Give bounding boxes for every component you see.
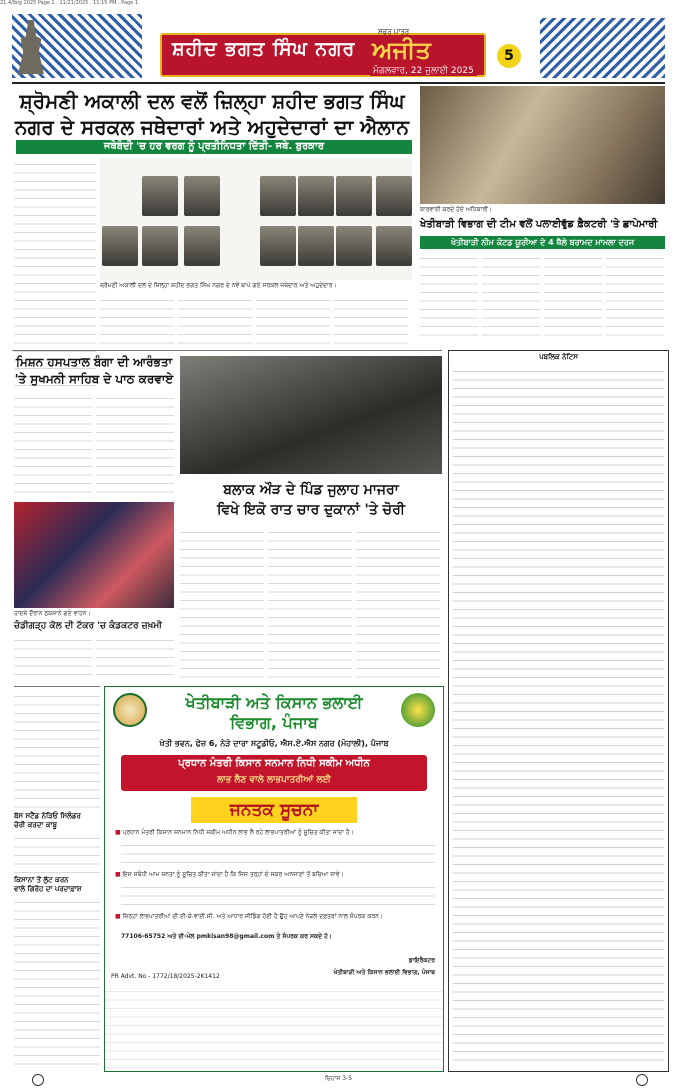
hospital-headline-line-2: 'ਤੇ ਸੁਖਮਨੀ ਸਾਹਿਬ ਦੇ ਪਾਠ ਕਰਵਾਏ — [14, 372, 174, 386]
ad-heading: ਜਨਤਕ ਸੂਚਨਾ — [191, 797, 357, 823]
portrait — [298, 226, 334, 266]
lead-headline — [12, 88, 412, 140]
footer-slug: ਚਿਹਾਸ 3-5 — [324, 1075, 353, 1082]
theft-headline-line-2: ਵਿਖੇ ਇਕੋ ਰਾਤ ਚਾਰ ਦੁਕਾਨਾਂ 'ਤੇ ਚੋਰੀ — [217, 502, 405, 518]
hospital-body — [14, 392, 174, 500]
portrait — [376, 226, 412, 266]
portrait — [184, 226, 220, 266]
lead-subdeck: ਜਥੇਬੰਦੀ 'ਚ ਹਰ ਵਰਗ ਨੂੰ ਪ੍ਰਤੀਨਿਧਤਾ ਦਿੱਤੀ- ਜਥੇ. ਬੁਰਕਾਰ — [16, 140, 412, 154]
lead-headline-line-2: ਨਗਰ ਦੇ ਸਰਕਲ ਜਥੇਦਾਰਾਂ ਅਤੇ ਅਹੁਦੇਦਾਰਾਂ ਦਾ ਐਲਾਨ — [14, 115, 410, 139]
masthead-title: ਸ਼ਹੀਦ ਭਗਤ ਸਿੰਘ ਨਗਰ — [172, 38, 356, 60]
left-brief-headline-a — [14, 812, 100, 830]
shop-theft-photo — [180, 356, 442, 474]
public-notice-body — [453, 365, 664, 1065]
factory-strip: ਖੇਤੀਬਾੜੀ ਨੀਮ ਕੋਟਡ ਯੂਰੀਆ ਦੇ 4 ਥੈਲੇ ਬਰਾਮਦ ਮਾਮਲਾ ਦਰਜ — [420, 236, 665, 249]
theft-body — [180, 526, 442, 682]
pm-kisan-logo-icon — [401, 693, 435, 727]
hospital-headline — [14, 354, 174, 388]
left-brief-headline-b — [14, 876, 100, 894]
left-brief-body-2 — [14, 832, 100, 874]
public-notice-title: ਪਬਲਿਕ ਨੋਟਿਸ — [539, 353, 578, 361]
ad-title-2: ਵਿਭਾਗ, ਪੰਜਾਬ — [230, 713, 318, 732]
portrait — [336, 176, 372, 216]
left-brief-body — [14, 690, 100, 810]
left-brief-body-3 — [14, 896, 100, 1068]
portrait — [184, 176, 220, 216]
left-brief-head-3: ਕਿਸਾਨਾਂ ਤੋਂ ਲੁੱਟ ਕਰਨ — [14, 876, 69, 884]
crash-photo — [14, 502, 174, 608]
factory-headline: ਖੇਤੀਬਾੜੀ ਵਿਭਾਗ ਦੀ ਟੀਮ ਵਲੋਂ ਪਲਾਈਵੁੱਡ ਫ਼ੈਕਟਰੀ 'ਤੇ ਛਾਪੇਮਾਰੀ — [420, 219, 658, 230]
theft-headline — [180, 480, 442, 520]
lead-headline-line-1: ਸ਼੍ਰੋਮਣੀ ਅਕਾਲੀ ਦਲ ਵਲੋਂ ਜ਼ਿਲ੍ਹਾ ਸ਼ਹੀਦ ਭਗਤ ਸਿੰਘ — [19, 89, 405, 113]
ad-contact: 77106-65752 ਅਤੇ ਈ-ਮੇਲ pmkisan98@gmail.com ਤੇ ਸੰਪਰਕ ਕਰ ਸਕਦੇ ਹੋ। — [121, 933, 332, 940]
factory-photo — [420, 86, 665, 204]
ad-banner — [121, 755, 427, 791]
ad-bullet-2-more — [121, 881, 435, 905]
crash-body — [14, 634, 174, 680]
lead-body-lower — [100, 294, 412, 346]
lead-photo-caption: ਸ਼੍ਰੋਮਣੀ ਅਕਾਲੀ ਦਲ ਦੇ ਜ਼ਿਲ੍ਹਾ ਸ਼ਹੀਦ ਭਗਤ ਸਿੰਘ ਨਗਰ ਦੇ ਨਵੇਂ ਥਾਪੇ ਗਏ ਸਰਕਲ ਜਥੇਦਾਰ ਅਤੇ ਅਹੁਦੇਦਾਰ। — [100, 282, 337, 289]
bullet-icon: ■ — [115, 871, 121, 878]
masthead-ajit: ਅਜੀਤ — [372, 36, 431, 64]
ad-bullet-2 — [115, 871, 435, 880]
theft-headline-line-1: ਬਲਾਕ ਔੜ ਦੇ ਪਿੰਡ ਜੁਲਾਹ ਮਾਜਰਾ — [223, 482, 399, 498]
divider — [12, 350, 442, 351]
portrait — [298, 176, 334, 216]
ad-lower-area — [105, 985, 443, 1071]
punjab-emblem-icon — [113, 693, 147, 727]
left-brief-head-1: ਬੱਸ ਸਟੈਂਡ ਨੇੜਿਓਂ ਸਿਲੰਡਰ — [14, 812, 81, 820]
masthead-right-pattern — [540, 18, 665, 78]
factory-body — [420, 252, 665, 340]
portrait — [336, 226, 372, 266]
bullet-icon: ■ — [115, 829, 121, 836]
ad-dept: ਖੇਤੀਬਾੜੀ ਅਤੇ ਕਿਸਾਨ ਭਲਾਈ ਵਿਭਾਗ, ਪੰਜਾਬ — [333, 969, 435, 976]
ad-bullet-3-text: ਜਿਨ੍ਹਾਂ ਲਾਭਪਾਤਰੀਆਂ ਦੀ ਈ-ਕੇ.ਵਾਈ.ਸੀ. ਅਤੇ ਆਧਾਰ ਸੀਡਿੰਗ ਹੋਣੀ ਹੈ ਉਹ ਆਪਣੇ ਨੇੜਲੇ ਦਫ਼ਤਰਾਂ ਨਾਲ ਸੰਪਰਕ ਕਰਨ। — [122, 913, 383, 920]
ad-bullet-3 — [115, 913, 435, 922]
ad-signer: ਡਾਇਰੈਕਟਰ — [408, 957, 435, 964]
masthead-brand-small: ਸਫਰ ਪਾਤਰ — [378, 28, 410, 36]
factory-photo-caption: ਕਾਰਵਾਈ ਕਰਦੇ ਹੋਏ ਅਧਿਕਾਰੀ। — [420, 206, 492, 213]
hospital-headline-line-1: ਮਿਸ਼ਨ ਹਸਪਤਾਲ ਬੰਗਾ ਦੀ ਆਰੰਭਤਾ — [15, 355, 173, 369]
ad-bullet-1 — [115, 829, 435, 838]
bullet-icon: ■ — [115, 913, 121, 920]
lead-portrait-grid — [100, 158, 412, 280]
print-slug: 21.4/lbig 2025 Page 1 . 11/21/2025 . 11:15 PM . Page 1 — [0, 0, 139, 6]
masthead-rule — [12, 82, 665, 84]
ad-bullet-2-text: ਇਸ ਸਬੰਧੀ ਆਮ ਜਨਤਾ ਨੂੰ ਸੂਚਿਤ ਕੀਤਾ ਜਾਂਦਾ ਹੈ ਕਿ ਜਿਸ ਤਰ੍ਹਾਂ ਦੇ ਸਕਰ ਅਨਜਾਣਾਂ ਤੋਂ ਬਚਿਆ ਜਾਵੇ। — [122, 871, 344, 878]
masthead-date: ਮੰਗਲਵਾਰ, 22 ਜੁਲਾਈ 2025 — [370, 66, 477, 76]
public-notice-box — [448, 350, 669, 1072]
portrait — [102, 226, 138, 266]
left-brief-head-2: ਚੋਰੀ ਕਰਦਾ ਕਾਬੂ — [14, 821, 57, 829]
page-number: 5 — [497, 44, 521, 68]
portrait — [376, 176, 412, 216]
left-brief-head-4: ਵਾਲੇ ਗਿਰੋਹ ਦਾ ਪਰਦਾਫ਼ਾਸ਼ — [14, 885, 82, 893]
ad-banner-line-2: ਲਾਭ ਲੈਣ ਵਾਲੇ ਲਾਭਪਾਤਰੀਆਂ ਲਈ — [217, 775, 331, 785]
ad-bullet-1-more — [121, 839, 435, 863]
ad-banner-line-1: ਪ੍ਰਧਾਨ ਮੰਤਰੀ ਕਿਸਾਨ ਸਨਮਾਨ ਨਿਧੀ ਸਕੀਮ ਅਧੀਨ — [178, 758, 370, 769]
divider — [14, 686, 100, 687]
portrait — [260, 176, 296, 216]
crash-caption: ਹਾਦਸੇ ਦੌਰਾਨ ਨੁਕਸਾਨੇ ਗਏ ਵਾਹਨ। — [14, 610, 91, 617]
portrait — [260, 226, 296, 266]
agri-dept-ad — [104, 686, 444, 1072]
ad-pr-number: PR Advt. No - 1772/18/2025-2K1412 — [111, 973, 220, 980]
ad-bullet-1-text: ਪ੍ਰਧਾਨ ਮੰਤਰੀ ਕਿਸਾਨ ਸਨਮਾਨ ਨਿਧੀ ਸਕੀਮ ਅਧੀਨ ਲਾਭ ਲੈ ਰਹੇ ਲਾਭਪਾਤਰੀਆਂ ਨੂੰ ਸੂਚਿਤ ਕੀਤਾ ਜਾਂਦਾ ਹੈ। — [122, 829, 354, 836]
crash-headline: ਚੰਡੀਗੜ੍ਹ ਕੋਲ ਦੀ ਟੱਕਰ 'ਚ ਕੰਡਕਟਰ ਜ਼ਖ਼ਮੀ — [14, 621, 162, 631]
portrait — [142, 226, 178, 266]
ad-address: ਖੇਤੀ ਭਵਨ, ਫੇਜ਼ 6, ਨੇੜੇ ਦਾਰਾ ਸਟੂਡੀਓ, ਐਸ.ਏ.ਐਸ ਨਗਰ (ਮੋਹਾਲੀ), ਪੰਜਾਬ — [159, 739, 389, 748]
ad-title-1: ਖੇਤੀਬਾੜੀ ਅਤੇ ਕਿਸਾਨ ਭਲਾਈ — [185, 693, 363, 712]
portrait — [142, 176, 178, 216]
